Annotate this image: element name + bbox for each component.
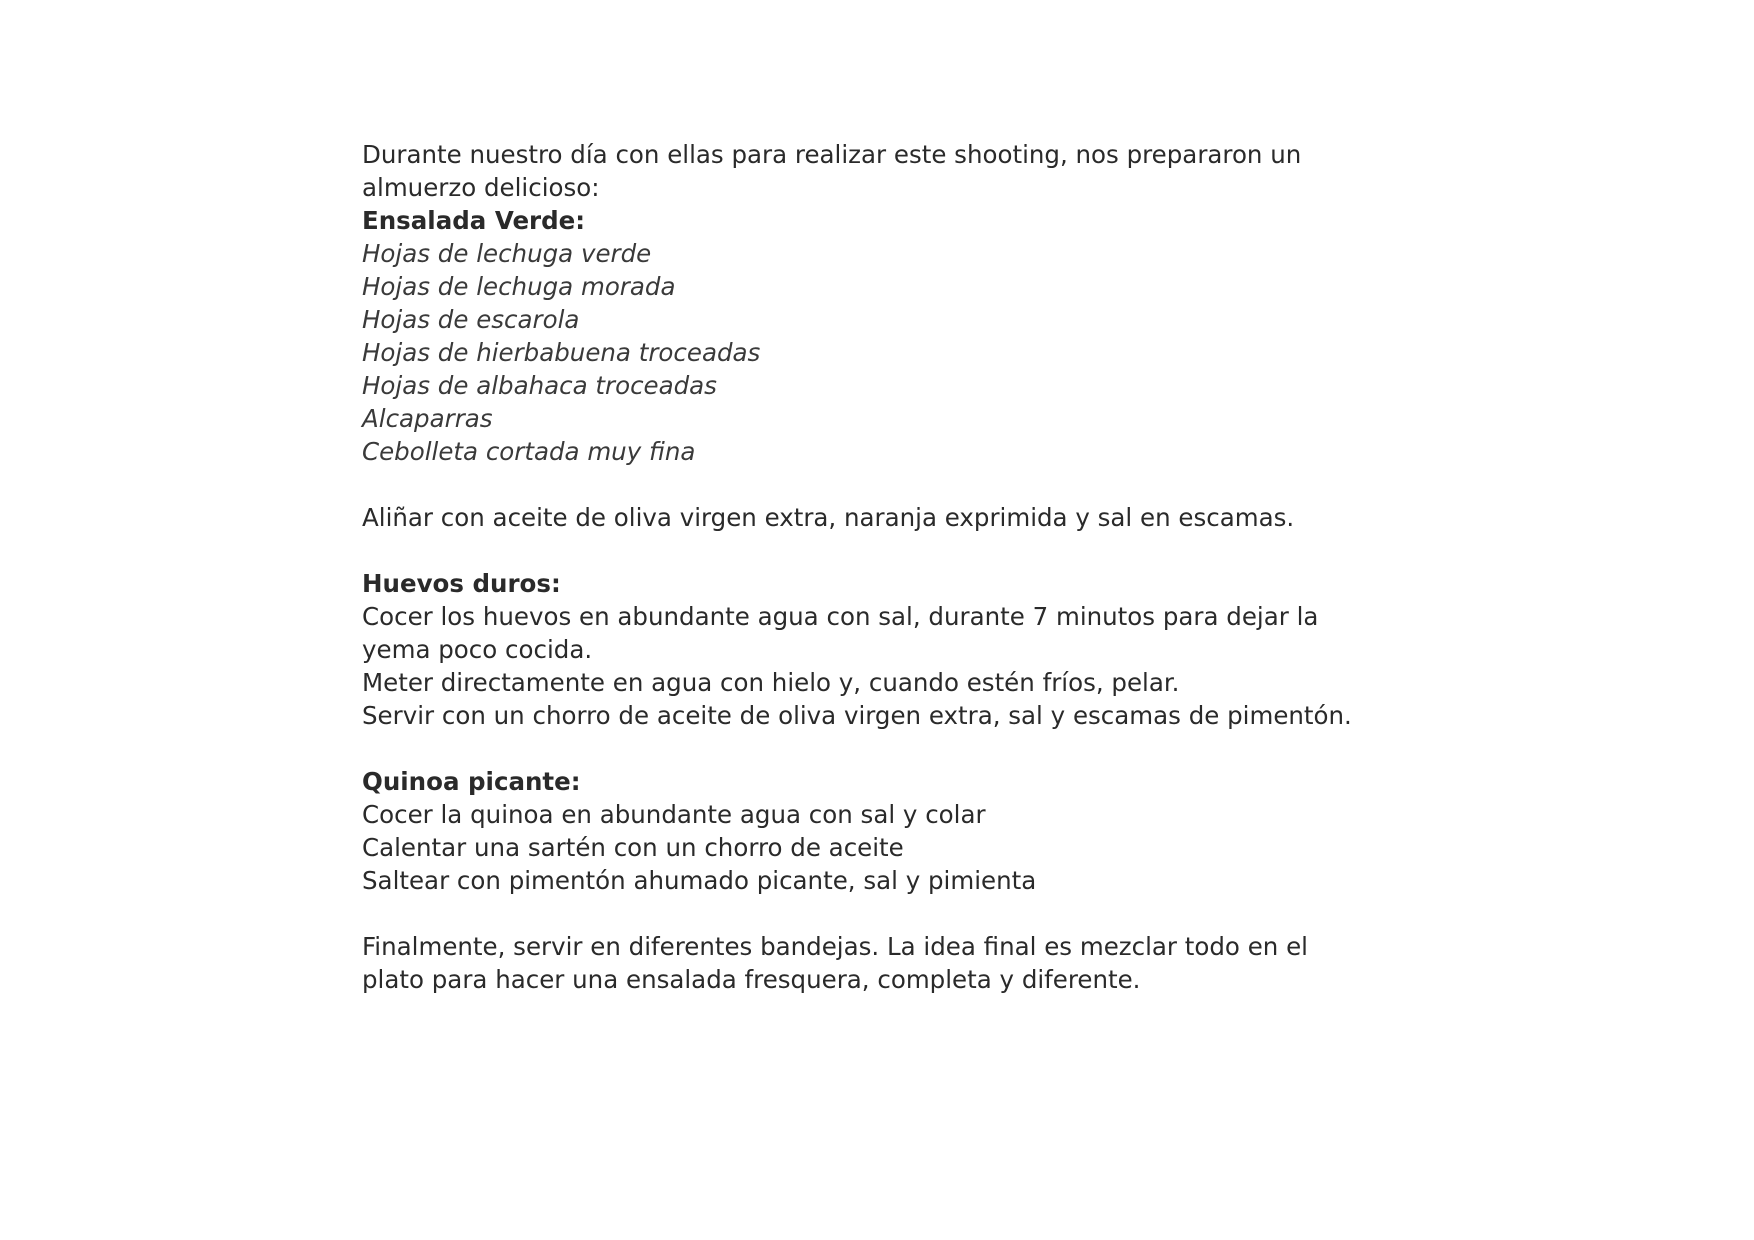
- instruction-line: Cocer los huevos en abundante agua con sal, durante 7 minutos para dejar la: [362, 602, 1319, 631]
- instruction-line: Cocer la quinoa en abundante agua con sal y colar: [362, 800, 986, 829]
- instruction-line: yema poco cocida.: [362, 635, 593, 664]
- spacer: [362, 534, 1422, 567]
- ingredient-item: Hojas de lechuga morada: [362, 272, 676, 301]
- intro-line: Durante nuestro día con ellas para realizar este shooting, nos prepararon un: [362, 140, 1302, 169]
- ingredient-item: Hojas de hierbabuena troceadas: [362, 338, 761, 367]
- ingredient-item: Hojas de albahaca troceadas: [362, 371, 717, 400]
- instruction-line: Calentar una sartén con un chorro de aceite: [362, 833, 904, 862]
- instruction-line: Meter directamente en agua con hielo y, cuando estén fríos, pelar.: [362, 668, 1180, 697]
- spacer: [362, 732, 1422, 765]
- quinoa-section: [362, 765, 1422, 897]
- final-paragraph: [362, 930, 1422, 996]
- ensalada-section: [362, 204, 1422, 534]
- spacer: [362, 897, 1422, 930]
- ensalada-heading: Ensalada Verde:: [362, 206, 586, 235]
- intro-line: almuerzo delicioso:: [362, 173, 600, 202]
- instruction-line: Servir con un chorro de aceite de oliva virgen extra, sal y escamas de pimentón.: [362, 701, 1352, 730]
- instruction-line: Saltear con pimentón ahumado picante, sal y pimienta: [362, 866, 1037, 895]
- dressing-instruction: Aliñar con aceite de oliva virgen extra, naranja exprimida y sal en escamas.: [362, 503, 1295, 532]
- quinoa-heading: Quinoa picante:: [362, 767, 581, 796]
- huevos-section: [362, 567, 1422, 732]
- spacer: [362, 468, 1422, 501]
- ingredient-item: Hojas de lechuga verde: [362, 239, 652, 268]
- ingredient-item: Hojas de escarola: [362, 305, 580, 334]
- final-line: plato para hacer una ensalada fresquera, completa y diferente.: [362, 965, 1141, 994]
- intro-paragraph: [362, 138, 1422, 204]
- final-line: Finalmente, servir en diferentes bandejas. La idea final es mezclar todo en el: [362, 932, 1308, 961]
- recipe-text: [362, 138, 1422, 996]
- ingredient-item: Cebolleta cortada muy fina: [362, 437, 696, 466]
- ingredient-item: Alcaparras: [362, 404, 493, 433]
- huevos-heading: Huevos duros:: [362, 569, 561, 598]
